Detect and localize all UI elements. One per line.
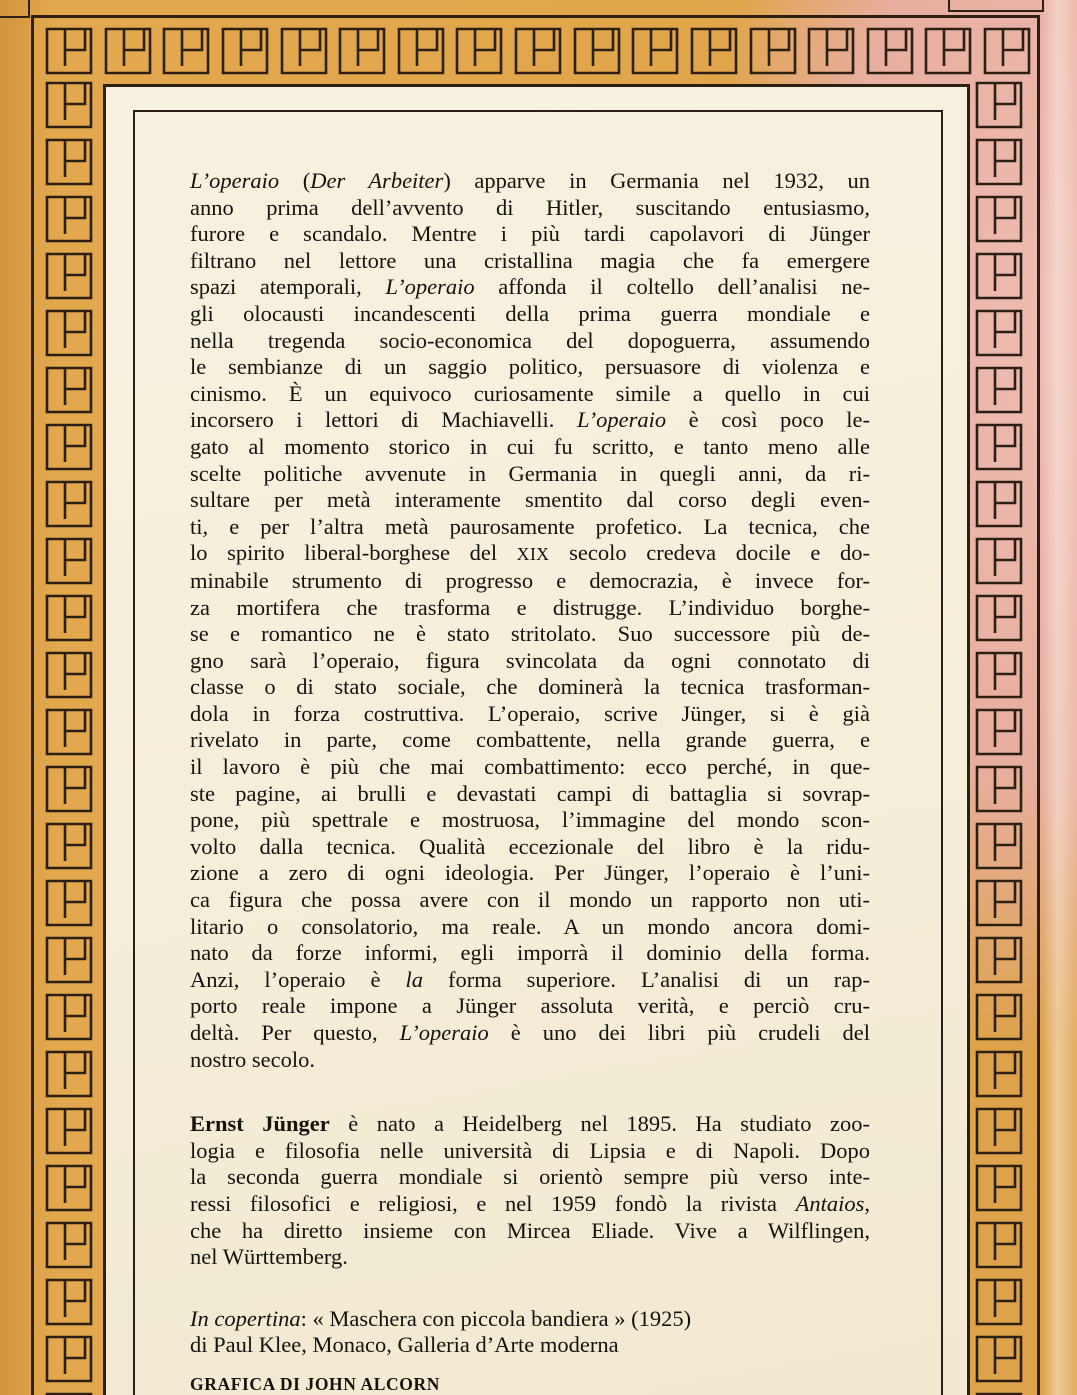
- greek-key-icon: [44, 422, 94, 472]
- text-line: litario o consolatorio, ma reale. A un mondo ancora domi-: [190, 913, 870, 939]
- greek-key-icon: [44, 536, 94, 586]
- text-line: nel Württemberg.: [190, 1244, 348, 1270]
- inner-rule-top: [103, 84, 970, 87]
- text-line: furore e scandalo. Mentre i più tardi capolavori di Jünger: [190, 221, 870, 247]
- greek-key-icon: [220, 26, 270, 76]
- greek-key-icon: [689, 26, 739, 76]
- greek-key-icon: [44, 1106, 94, 1156]
- greek-key-icon: [974, 1163, 1024, 1213]
- greek-key-icon: [44, 821, 94, 871]
- author-bio-paragraph: [190, 1111, 870, 1271]
- greek-key-icon: [974, 1277, 1024, 1327]
- greek-key-icon: [44, 194, 94, 244]
- inner-rule-right: [967, 84, 970, 1395]
- greek-key-icon: [44, 479, 94, 529]
- text-line: ti, e per l’altra metà paurosamente profetico. La tecnica, che: [190, 513, 870, 539]
- text-line: deltà. Per questo, L’operaio è uno dei libri più crudeli del: [190, 1020, 870, 1045]
- text-line: volto dalla tecnica. Qualità eccezionale del libro è la ridu-: [190, 833, 870, 859]
- greek-key-icon: [161, 26, 211, 76]
- greek-key-icon: [974, 536, 1024, 586]
- text-line: anno prima dell’avvento di Hitler, suscitando entusiasmo,: [190, 194, 870, 220]
- border-fragment-top-right: [948, 0, 1044, 12]
- text-line: che ha diretto insieme con Mircea Eliade. Vive a Wilflingen,: [190, 1217, 870, 1243]
- cover-text: [190, 168, 870, 1395]
- greek-key-icon: [630, 26, 680, 76]
- greek-key-icon: [974, 764, 1024, 814]
- greek-key-border-top: [44, 26, 1032, 76]
- greek-key-icon: [974, 137, 1024, 187]
- page-edge-highlight: [1042, 0, 1077, 1395]
- greek-key-icon: [44, 251, 94, 301]
- outer-rule-left: [31, 15, 34, 1395]
- greek-key-icon: [44, 764, 94, 814]
- greek-key-icon: [279, 26, 329, 76]
- greek-key-icon: [974, 1220, 1024, 1270]
- greek-key-icon: [44, 593, 94, 643]
- text-line: filtrano nel lettore una cristallina magia che fa emergere: [190, 247, 870, 273]
- text-line: za mortifera che trasforma e distrugge. L’individuo borghe-: [190, 594, 870, 620]
- greek-key-icon: [982, 26, 1032, 76]
- greek-key-icon: [44, 1220, 94, 1270]
- outer-rule-right: [1037, 15, 1040, 1395]
- greek-key-icon: [974, 821, 1024, 871]
- greek-key-icon: [572, 26, 622, 76]
- greek-key-icon: [974, 365, 1024, 415]
- greek-key-icon: [974, 992, 1024, 1042]
- greek-key-border-left: [44, 80, 94, 1395]
- greek-key-icon: [974, 707, 1024, 757]
- text-line: minabile strumento di progresso e democrazia, è invece for-: [190, 567, 870, 593]
- intro-paragraph: [190, 168, 870, 1073]
- text-line: spazi atemporali, L’operaio affonda il coltello dell’analisi ne-: [190, 274, 870, 300]
- greek-key-icon: [103, 26, 153, 76]
- greek-key-icon: [44, 878, 94, 928]
- greek-key-icon: [44, 26, 94, 76]
- text-line: incorsero i lettori di Machiavelli. L’operaio è così poco le-: [190, 407, 870, 433]
- greek-key-icon: [44, 707, 94, 757]
- text-line: scelte politiche avvenute in Germania in quegli anni, da ri-: [190, 460, 870, 486]
- text-line: se e romantico ne è stato stritolato. Suo successore più de-: [190, 621, 870, 647]
- text-line: sultare per metà interamente smentito dal corso degli even-: [190, 487, 870, 513]
- greek-key-icon: [44, 650, 94, 700]
- greek-key-icon: [44, 935, 94, 985]
- graphic-design-credit: [190, 1373, 870, 1395]
- greek-key-icon: [974, 251, 1024, 301]
- greek-key-icon: [974, 1334, 1024, 1384]
- text-line: la seconda guerra mondiale si orientò sempre più verso inte-: [190, 1164, 870, 1190]
- text-line: gli olocausti incandescenti della prima guerra mondiale e: [190, 300, 870, 326]
- text-line: Ernst Jünger è nato a Heidelberg nel 1895. Ha studiato zoo-: [190, 1111, 870, 1137]
- greek-key-icon: [44, 137, 94, 187]
- outer-rule-top: [31, 15, 1040, 18]
- greek-key-icon: [974, 1049, 1024, 1099]
- text-line: ca figura che possa avere con il mondo un rapporto non uti-: [190, 887, 870, 913]
- text-line: gno sarà l’operaio, figura svincolata da ogni connotato di: [190, 647, 870, 673]
- greek-key-icon: [974, 422, 1024, 472]
- text-line: il lavoro è più che mai combattimento: ecco perché, in que-: [190, 754, 870, 780]
- greek-key-icon: [396, 26, 446, 76]
- greek-key-icon: [44, 80, 94, 130]
- greek-key-icon: [974, 650, 1024, 700]
- text-line: di Paul Klee, Monaco, Galleria d’Arte moderna: [190, 1332, 619, 1358]
- greek-key-icon: [806, 26, 856, 76]
- text-line: Anzi, l’operaio è la forma superiore. L’analisi di un rap-: [190, 966, 870, 992]
- greek-key-icon: [44, 365, 94, 415]
- greek-key-icon: [44, 1334, 94, 1384]
- greek-key-icon: [513, 26, 563, 76]
- cover-art-credit: [190, 1306, 870, 1359]
- text-line: zione a zero di ogni ideologia. Per Jünger, l’operaio è l’uni-: [190, 860, 870, 886]
- greek-key-icon: [44, 1163, 94, 1213]
- text-line: ressi filosofici e religiosi, e nel 1959 fondò la rivista Antaios,: [190, 1190, 870, 1216]
- text-line: L’operaio (Der Arbeiter) apparve in Germania nel 1932, un: [190, 168, 871, 193]
- text-line: rivelato in parte, come combattente, nella grande guerra, e: [190, 727, 870, 753]
- greek-key-icon: [974, 308, 1024, 358]
- text-line: pone, più spettrale e mostruosa, l’immagine del mondo scon-: [190, 807, 870, 833]
- greek-key-icon: [748, 26, 798, 76]
- text-line: cinismo. È un equivoco curiosamente simile a quello in cui: [190, 380, 870, 406]
- greek-key-icon: [44, 992, 94, 1042]
- greek-key-icon: [44, 1049, 94, 1099]
- greek-key-icon: [44, 1277, 94, 1327]
- greek-key-icon: [974, 479, 1024, 529]
- text-line: GRAFICA DI JOHN ALCORN: [190, 1373, 440, 1394]
- text-line: nostro secolo.: [190, 1046, 315, 1072]
- greek-key-icon: [974, 1106, 1024, 1156]
- greek-key-icon: [974, 593, 1024, 643]
- text-line: ste pagine, ai brulli e devastati campi di battaglia si sovrap-: [190, 780, 870, 806]
- border-fragment-top-left: [0, 0, 30, 18]
- greek-key-icon: [44, 1391, 94, 1395]
- greek-key-icon: [974, 194, 1024, 244]
- greek-key-icon: [44, 308, 94, 358]
- text-line: In copertina: « Maschera con piccola bandiera » (1925): [190, 1305, 692, 1331]
- greek-key-icon: [974, 1391, 1024, 1395]
- text-line: porto reale impone a Jünger assoluta verità, e perciò cru-: [190, 993, 870, 1019]
- text-panel: [106, 87, 967, 1395]
- text-line: nato da forze informi, egli imporrà il dominio della forma.: [190, 940, 870, 966]
- greek-key-icon: [974, 878, 1024, 928]
- greek-key-icon: [974, 935, 1024, 985]
- text-line: nella tregenda socio-economica del dopoguerra, assumendo: [190, 327, 870, 353]
- text-line: le sembianze di un saggio politico, persuasore di violenza e: [190, 354, 870, 380]
- text-line: gato al momento storico in cui fu scritto, e tanto meno alle: [190, 433, 870, 459]
- greek-key-icon: [923, 26, 973, 76]
- text-line: lo spirito liberal-borghese del XIX secolo credeva docile e do-: [190, 540, 870, 566]
- inner-rule-left: [103, 84, 106, 1395]
- greek-key-icon: [337, 26, 387, 76]
- greek-key-icon: [454, 26, 504, 76]
- greek-key-border-right: [974, 80, 1024, 1395]
- text-line: classe o di stato sociale, che dominerà la tecnica trasforman-: [190, 674, 870, 700]
- greek-key-icon: [974, 80, 1024, 130]
- text-line: logia e filosofia nelle università di Lipsia e di Napoli. Dopo: [190, 1137, 870, 1163]
- greek-key-icon: [865, 26, 915, 76]
- text-line: dola in forza costruttiva. L’operaio, scrive Jünger, si è già: [190, 700, 870, 726]
